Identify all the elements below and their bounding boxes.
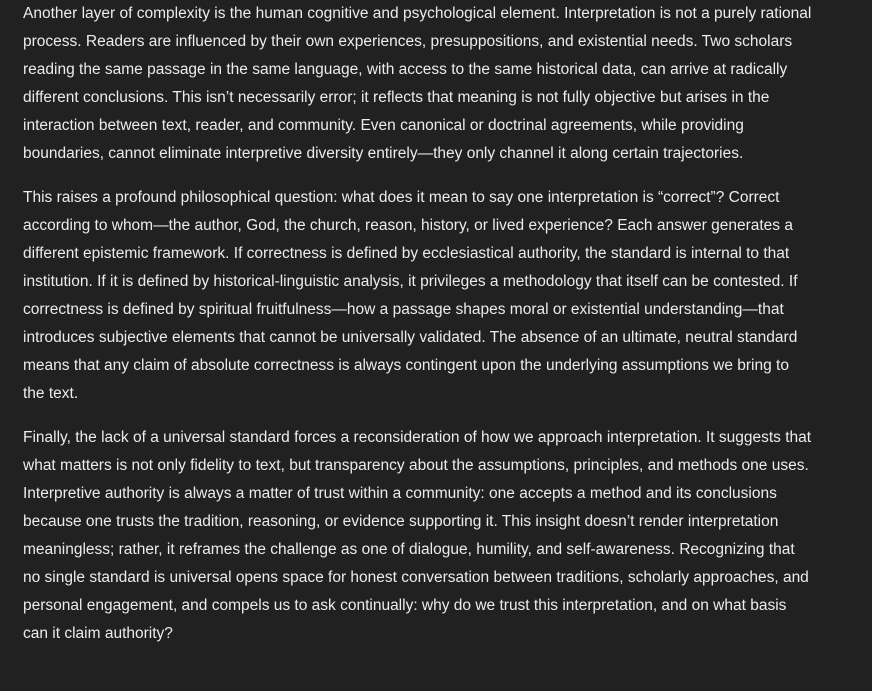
paragraph-cognitive-element: Another layer of complexity is the human cognitive and psychological element. Interpretation is not a purely rational process. Readers are influenced by their own experiences, presuppositions, and existential needs. Two scholars reading the same passage in the same language, with access to the same historical data, can arrive at radically different conclusions. This isn’t necessarily error; it reflects that meaning is not fully objective but arises in the interaction between text, reader, and community. Even canonical or doctrinal agreements, while providing boundaries, cannot eliminate interpretive diversity entirely—they only channel it along certain trajectories. [23, 5, 812, 162]
message-content [23, 0, 813, 664]
paragraph-philosophical-question: This raises a profound philosophical question: what does it mean to say one interpretation is “correct”? Correct according to whom—the author, God, the church, reason, history, or lived experience? Each answer generates a different epistemic framework. If correctness is defined by ecclesiastical authority, the standard is internal to that institution. If it is defined by historical-linguistic analysis, it privileges a methodology that itself can be contested. If correctness is defined by spiritual fruitfulness—how a passage shapes moral or existential understanding—that introduces subjective elements that cannot be universally validated. The absence of an ultimate, neutral standard means that any claim of absolute correctness is always contingent upon the underlying assumptions we bring to the text. [23, 189, 798, 402]
paragraph-universal-standard: Finally, the lack of a universal standard forces a reconsideration of how we approach interpretation. It suggests that what matters is not only fidelity to text, but transparency about the assumptions, principles, and methods one uses. Interpretive authority is always a matter of trust within a community: one accepts a method and its conclusions because one trusts the tradition, reasoning, or evidence supporting it. This insight doesn’t render interpretation meaningless; rather, it reframes the challenge as one of dialogue, humility, and self-awareness. Recognizing that no single standard is universal opens space for honest conversation between traditions, scholarly approaches, and personal engagement, and compels us to ask continually: why do we trust this interpretation, and on what basis can it claim authority? [23, 429, 812, 642]
